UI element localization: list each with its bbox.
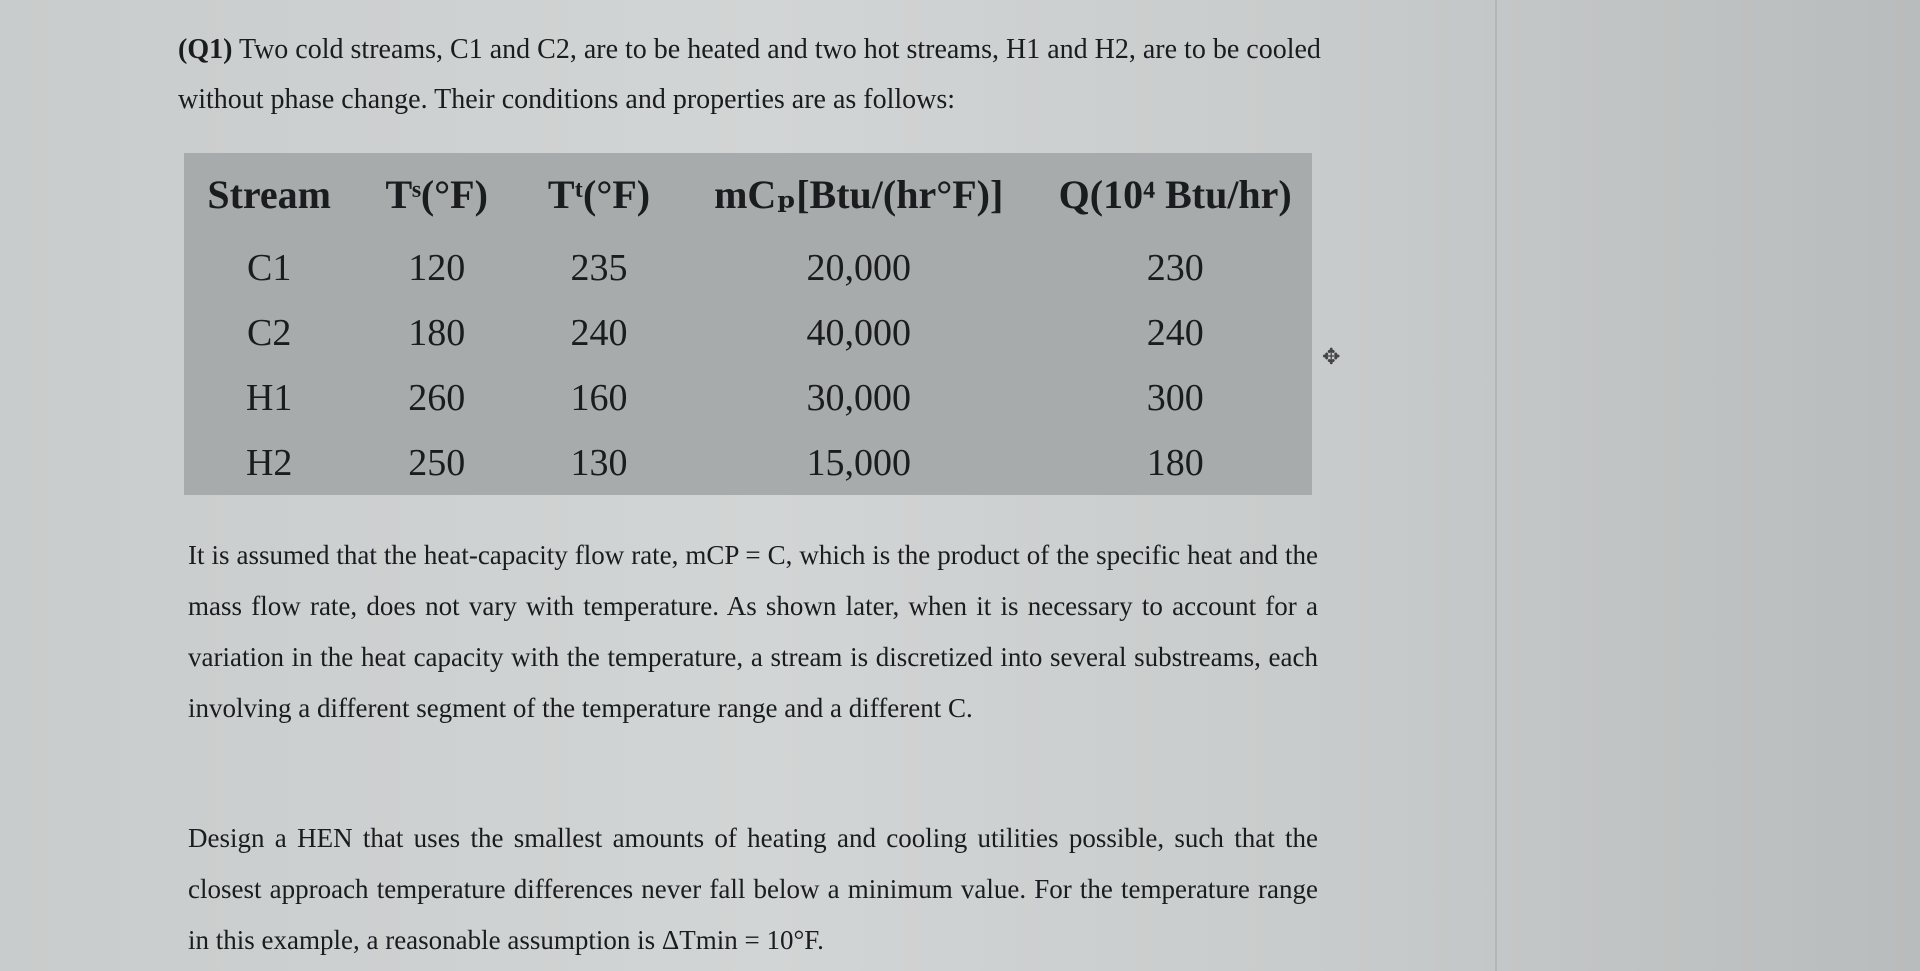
cell-target-temp: 240 xyxy=(570,311,628,354)
header-target-temp: Tᵗ(°F) xyxy=(547,171,651,217)
table-row xyxy=(184,430,1312,495)
cell-heat-capacity: 40,000 xyxy=(806,311,911,354)
header-stream: Stream xyxy=(207,171,331,217)
cell-supply-temp: 180 xyxy=(408,311,466,354)
question-text: Two cold streams, C1 and C2, are to be heated and two hot streams, H1 and H2, are to be cooled without phase change. Their conditions and properties are as follows: xyxy=(178,34,1321,115)
cell-target-temp: 130 xyxy=(570,441,628,484)
document-page xyxy=(160,0,1495,971)
assumption-paragraph: It is assumed that the heat-capacity flow rate, mCP = C, which is the product of the specific heat and the mass flow rate, does not vary with temperature. As shown later, when it is necessary to account for a variation in the heat capacity with the temperature, a stream is discretized into several substreams, each involving a different segment of the temperature range and a different C. xyxy=(188,540,1318,723)
cell-duty: 230 xyxy=(1146,246,1204,289)
stream-table xyxy=(184,153,1312,495)
question-label: (Q1) xyxy=(178,34,233,65)
cell-supply-temp: 260 xyxy=(408,376,466,419)
question-paragraph xyxy=(178,25,1328,125)
header-supply-temp: Tˢ(°F) xyxy=(385,171,488,217)
design-paragraph: Design a HEN that uses the smallest amounts of heating and cooling utilities possible, such that the closest approach temperature differences never fall below a minimum value. For the temperature range in this example, a reasonable assumption is ΔTmin = 10°F. xyxy=(188,823,1318,955)
cell-heat-capacity: 15,000 xyxy=(806,441,911,484)
cell-stream: H1 xyxy=(245,376,293,419)
cell-supply-temp: 250 xyxy=(408,441,466,484)
cell-duty: 180 xyxy=(1146,441,1204,484)
cell-stream: C1 xyxy=(246,246,292,289)
table-row xyxy=(184,235,1312,300)
table-header-row xyxy=(184,153,1312,235)
header-duty: Q(10⁴ Btu/hr) xyxy=(1058,171,1292,217)
cell-heat-capacity: 20,000 xyxy=(806,246,911,289)
table-row xyxy=(184,365,1312,430)
header-heat-capacity: mCₚ[Btu/(hr°F)] xyxy=(714,171,1004,217)
table-row xyxy=(184,300,1312,365)
cell-heat-capacity: 30,000 xyxy=(806,376,911,419)
cell-target-temp: 235 xyxy=(570,246,628,289)
cell-duty: 240 xyxy=(1146,311,1204,354)
cell-supply-temp: 120 xyxy=(408,246,466,289)
cell-target-temp: 160 xyxy=(570,376,628,419)
move-cursor-icon: ✥ xyxy=(1322,344,1341,369)
cell-stream: H2 xyxy=(245,441,293,484)
screen-edge xyxy=(1495,0,1497,971)
cell-duty: 300 xyxy=(1146,376,1204,419)
cell-stream: C2 xyxy=(246,311,292,354)
